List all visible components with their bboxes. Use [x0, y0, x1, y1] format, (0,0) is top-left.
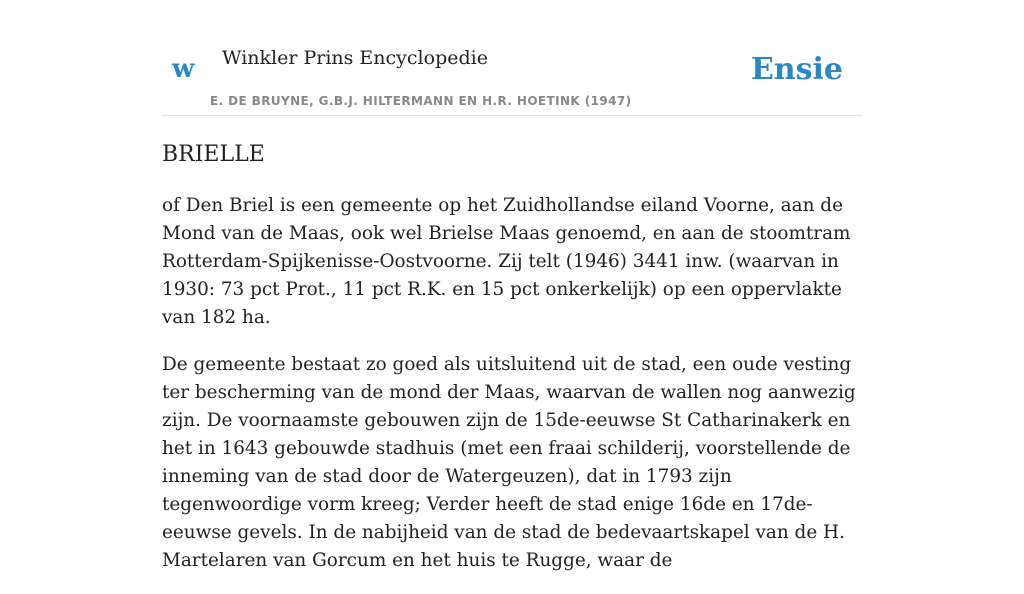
- entry-paragraph: De gemeente bestaat zo goed als uitsluitend uit de stad, een oude vesting ter bescherming van de mond der Maas, waarvan de wallen nog aanwezig zijn. De voornaamste gebouwen zijn de 15de-eeuwse St Catharinakerk en het in 1643 gebouwde stadhuis (met een fraai schilderij, voorstellende de inneming van de stad door de Watergeuzen), dat in 1793 zijn tegenwoordige vorm kreeg; Verder heeft de stad enige 16de en 17de-eeuwse gevels. In de nabijheid van de stad de bedevaartskapel van de H. Martelaren van Gorcum en het huis te Rugge, waar de: [162, 354, 856, 571]
- entry-paragraph: of Den Briel is een gemeente op het Zuidhollandse eiland Voorne, aan de Mond van de Maas, ook wel Brielse Maas genoemd, en aan de stoomtram Rotterdam-Spijkenisse-Oostvoorne. Zij telt (1946) 3441 inw. (waarvan in 1930: 73 pct Prot., 11 pct R.K. en 15 pct onkerkelijk) op een oppervlakte van 182 ha.: [162, 195, 851, 328]
- entry-title: BRIELLE: [162, 142, 265, 167]
- ensie-logo[interactable]: Ensie: [750, 52, 843, 87]
- entry-body: [162, 192, 874, 594]
- authors-line: E. DE BRUYNE, G.B.J. HILTERMANN EN H.R. HOETINK (1947): [210, 94, 632, 108]
- winkler-prins-logo[interactable]: w: [172, 54, 195, 84]
- source-title[interactable]: Winkler Prins Encyclopedie: [222, 47, 488, 69]
- header-divider: [162, 115, 862, 116]
